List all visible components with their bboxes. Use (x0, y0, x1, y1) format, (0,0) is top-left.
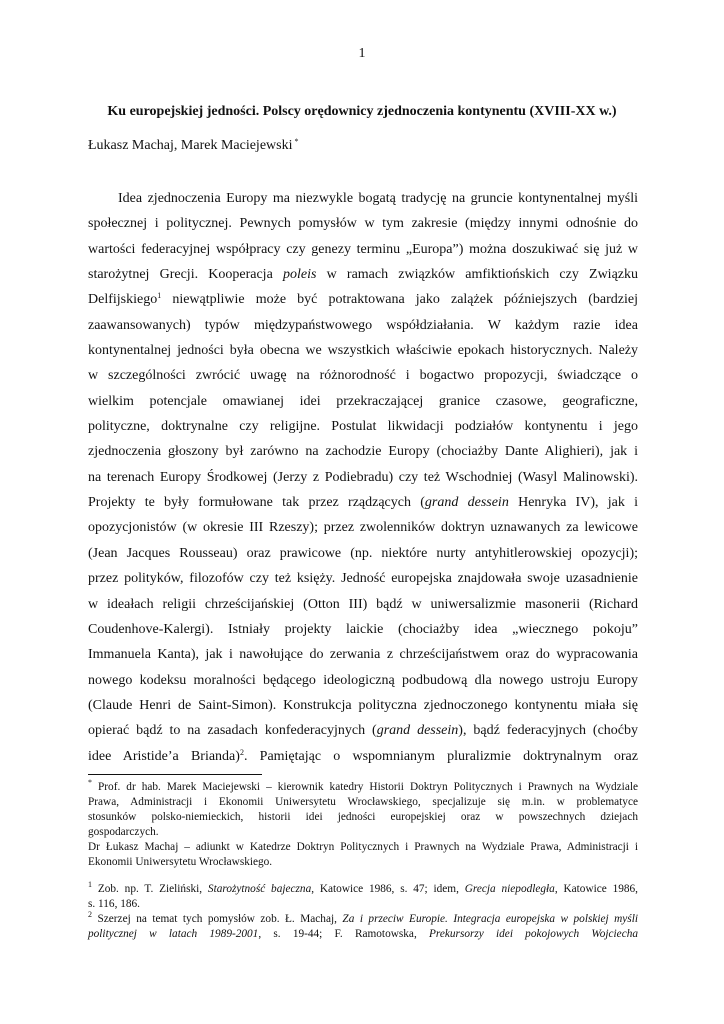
text-line: nowego kodeksu moralności będącego ideologiczną podbudową dla nowego ustroju Europy (88, 672, 638, 688)
footnote-marker-2: 2 (88, 910, 92, 919)
text-line: Immanuela Kanta), jak i nawołujące do zerwania z chrześcijaństwem oraz do wypracowania (88, 647, 638, 663)
text-line: wartości federacyjnej współpracy czy genezy terminu „Europa”) można doszukiwać się już w (88, 241, 638, 257)
text-line: zaawansowanych) typów międzypaństwowego współdziałania. W każdym razie idea (88, 317, 638, 333)
footnote-marker-1: 1 (88, 880, 92, 889)
text-line: zjednoczenia głoszony był zarówno na zachodzie Europy (chociażby Dante Alighieri), jak i (88, 444, 638, 460)
text-line: opozycjonistów (w okresie III Rzeszy); przez zwolenników doktryn uznawanych za lewicowe (88, 520, 638, 536)
footnote-line: $^2$ Szerzej na temat tych pomysłów zob. Ł. Machaj, Za i przeciw Europie. Integracja europejska w polskiej myśli (88, 910, 638, 925)
text-line: (Jean Jacques Rousseau) oraz prawicowe (np. niektóre nurty antyhitlerowskiej opozycji); (88, 545, 638, 561)
text-line: starożytnej Grecji. Kooperacja poleis w ramach związków amfiktiońskich czy Związku (88, 267, 639, 283)
footnote-line: politycznej w latach 1989-2001, s. 19-44; F. Ramotowska, Prekursorzy idei pokojowych Wojciecha (88, 928, 638, 940)
text-line: Delfijskiego$^1$ niewątpliwie może być potraktowana jako zalążek późniejszych (bardziej (88, 291, 638, 308)
document-title: Ku europejskiej jedności. Polscy orędownicy zjednoczenia kontynentu (XVIII-XX w.) (107, 104, 617, 119)
footnote-divider (88, 774, 262, 775)
footnote-line: $^1$ Zob. np. T. Zieliński, Starożytność bajeczna, Katowice 1986, s. 47; idem, Grecja niepodległa, Katowice 1986, (88, 880, 639, 895)
text-line: kontynentalnej jedności była obecna we wszystkich właściwie epokach historycznych. Należy (88, 343, 638, 359)
text-line: na terenach Europy Środkowej (Jerzy z Podiebradu) czy też Wschodniej (Wasyl Malinowski). (88, 469, 638, 485)
text-line: Coudenhove-Kalergi). Istniały projekty laickie (chociażby idea „wiecznego pokoju” (88, 621, 638, 637)
text-line: Projekty te były formułowane tak przez rządzących (grand dessein Henryka IV), jak i (88, 495, 638, 511)
footnote-line: gospodarczych. (88, 826, 159, 838)
text-line: Idea zjednoczenia Europy ma niezwykle bogatą tradycję na gruncie kontynentalnej myśli (118, 191, 638, 206)
footnote-line: Ekonomii Uniwersytetu Wrocławskiego. (88, 856, 273, 868)
text-line: społecznej i politycznej. Pewnych pomysłów w tym zakresie (między innymi odnośnie do (88, 216, 638, 232)
text-line: przez polityków, filozofów czy też księży. Jedność europejska znajdowała swoje uzasadnienie (88, 571, 638, 587)
italic-term: grand dessein (424, 495, 509, 511)
text-line: w ideałach religii chrześcijańskiej (Otton III) bądź w uniwersalizmie masonerii (Richard (88, 596, 638, 612)
footnote-ref-2: 2 (239, 747, 244, 757)
footnote-line: s. 116, 186. (88, 898, 140, 910)
author-footnote-marker: * (294, 137, 299, 146)
author-names: Łukasz Machaj, Marek Maciejewski (88, 138, 293, 153)
footnote-marker-star: * (88, 778, 92, 787)
text-line: w szczególności zwrócić uwagę na różnorodność i bogactwo propozycji, świadczące o (88, 368, 638, 384)
authors-line (88, 138, 298, 154)
text-line: polityczne, doktrynalne czy religijne. Postulat likwidacji podziałów kontynentu i jego (88, 419, 638, 435)
body-paragraph (88, 186, 638, 769)
footnote-line: * Prof. dr hab. Marek Maciejewski – kierownik katedry Historii Doktryn Politycznych i Prawnych na Wydziale (88, 778, 638, 793)
text-line: wielkim potencjale omawianej idei przekraczającej granice czasowe, geograficzne, (88, 393, 638, 409)
italic-term: poleis (282, 267, 317, 283)
text-line: (Claude Henri de Saint-Simon). Konstrukcja polityczna zjednoczonego kontynentu miała się (88, 697, 638, 713)
footnote-line: Dr Łukasz Machaj – adiunkt w Katedrze Doktryn Politycznych i Prawnych na Wydziale Prawa, Administracji i (88, 841, 638, 853)
footnote-line: Prawa, Administracji i Ekonomii Uniwersytetu Wrocławskiego, specjalizuje się m.in. w problematyce (88, 796, 638, 808)
footnote-ref-1: 1 (157, 291, 162, 301)
page-number: 1 (358, 46, 366, 61)
text-line: idee Aristide’a Brianda)$^2$. Pamiętając o wspomnianym pluralizmie doktrynalnym oraz (88, 747, 638, 764)
footnote-line: stosunków polsko-niemieckich, historii idei jedności europejskiej oraz w powszechnych dziejach (88, 811, 638, 823)
text-line: opierać bądź to na zasadach konfederacyjnych (grand dessein), bądź federacyjnych (choćby (88, 723, 639, 739)
footnotes (88, 780, 638, 942)
italic-term: grand dessein (376, 723, 459, 739)
